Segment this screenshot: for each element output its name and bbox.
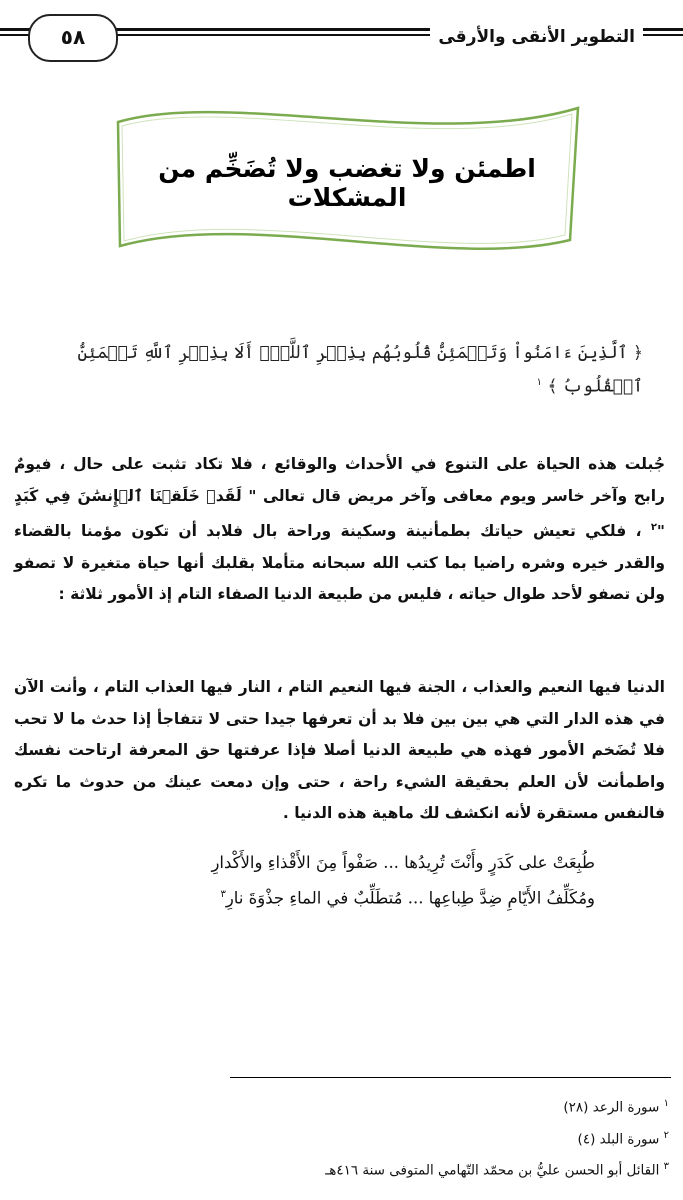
footnote-number: ١ bbox=[663, 1098, 669, 1109]
footnotes bbox=[14, 1090, 669, 1185]
poem-line bbox=[40, 879, 595, 915]
section-title: اطمئن ولا تغضب ولا تُضَخِّم من المشكلات bbox=[158, 154, 536, 212]
body-paragraph: الدنيا فيها النعيم والعذاب ، الجنة فيها النعيم التام ، النار فيها العذاب التام ، وأنت الآن في هذه الدار التي هي بين بين فلا بد أن تعرفها جيدا حتى لا تتفاجأ إذا حدث ما لا تحب فلا تُضَخم الأمور فهذه هي طبيعة الدنيا أصلا فإذا عرفتها حق المعرفة ارتاحت نفسك واطمأنت لأن العلم بحقيقة الشيء راحة ، حتى وإن دمعت عينك من حدوث ما تكره فالنفس مستقرة لأنه انكشف لك ماهية هذه الدنيا . bbox=[14, 678, 665, 822]
footnote-divider bbox=[230, 1077, 671, 1078]
footnote bbox=[14, 1153, 669, 1185]
page-number: ٥٨ bbox=[28, 14, 118, 62]
footnote-text: سورة الرعد (٢٨) bbox=[563, 1099, 660, 1116]
footnote-number: ٢ bbox=[663, 1129, 669, 1141]
paragraph-text: ، فلكي تعيش حياتك بطمأنينة وسكينة وراحة بال فلابد أن تكون مؤمنا بالقضاء والقدر خيره وشره راضيا بما كتب الله سبحانه متأملا بقلبك أنها حياة متغيرة لا تصفو ولن تصفو لأحد طوال حياته ، فليس من طبيعة الدنيا الصفاء التام إذ الأمور ثلاثة : bbox=[14, 522, 665, 604]
running-header-title: التطوير الأنقى والأرقى bbox=[430, 24, 643, 50]
poem-line-text: ومُكَلِّفُ الأَيّامِ ضِدَّ طِباعِها ... مُتطَلِّبٌ في الماءِ جذْوَةَ نارِ bbox=[225, 888, 595, 908]
footnote-text: القائل أبو الحسن عليُّ بن محمّد التّهامي المتوفى سنة ٤١٦هـ bbox=[325, 1162, 660, 1179]
footnote-ref: ٣ bbox=[220, 889, 226, 900]
section-title-banner bbox=[108, 100, 586, 250]
quran-verse bbox=[40, 338, 643, 402]
footnote bbox=[14, 1090, 669, 1122]
footnote-number: ٣ bbox=[663, 1161, 669, 1172]
footnote-ref: ٢ bbox=[650, 522, 657, 533]
footnote-text: سورة البلد (٤) bbox=[577, 1131, 660, 1147]
poem bbox=[40, 847, 595, 915]
footnote-ref: ١ bbox=[536, 377, 543, 388]
footnote bbox=[14, 1122, 669, 1154]
poem-line: طُبِعَتْ على كَدَرٍ وأَنْتَ تُرِيدُها ... صَفْواً مِنَ الأَقْذاءِ والأَكْدارِ bbox=[211, 853, 595, 872]
body-paragraph bbox=[14, 449, 665, 611]
verse-text: ﴿ ٱلَّذِينَ ءَامَنُواْ وَتَطۡمَئِنُّ قُلُوبُهُم بِذِكۡرِ ٱللَّهِۗ أَلَا بِذِكۡرِ ٱللَّهِ تَطۡمَئِنُّ ٱلۡقُلُوبُ ﴾ bbox=[77, 343, 643, 397]
paragraph-text: جُبلت هذه الحياة على التنوع في الأحداث والوقائع ، فلا تكاد تثبت على حال ، فيومٌ رابح وآخر خاسر ويوم معافى وآخر مريض قال تعالى " لَقَدۡ خَلَقۡنَا ٱلۡإِنسَٰنَ فِي كَبَدٍ " bbox=[14, 455, 665, 541]
